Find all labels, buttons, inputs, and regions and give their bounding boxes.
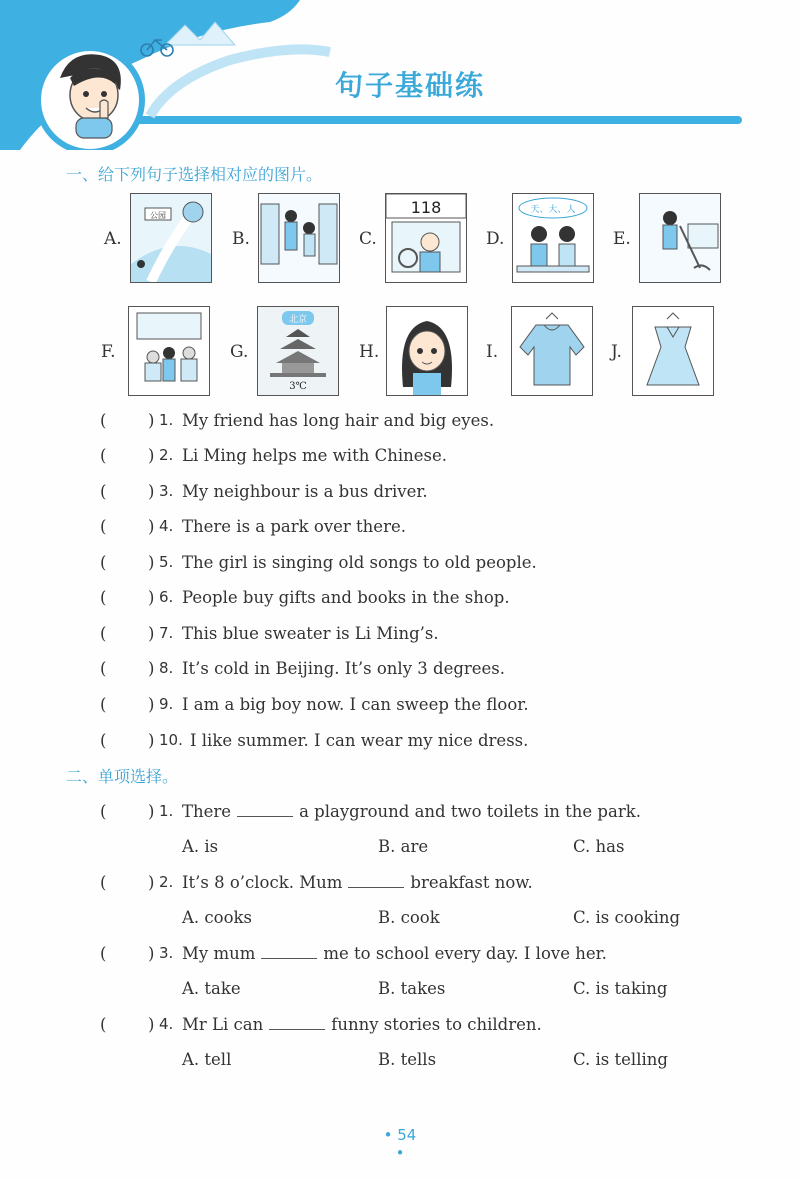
paren-left: ( (100, 588, 107, 607)
question-text (182, 944, 607, 963)
choice-1-option-a[interactable]: A. is (182, 837, 219, 856)
question-number: 1. (159, 802, 174, 820)
question-text: Li Ming helps me with Chinese. (182, 446, 447, 465)
picture-letter: G. (230, 342, 249, 362)
paren-right[interactable]: ) (148, 695, 155, 714)
choice-2-option-b[interactable]: B. cook (378, 908, 440, 927)
question-text (182, 873, 533, 892)
paren-right[interactable]: ) (148, 624, 155, 643)
city-label-text: 北京 (288, 315, 308, 325)
question-number: 4. (159, 517, 174, 535)
question-text: It’s cold in Beijing. It’s only 3 degrees. (182, 659, 506, 678)
paren-right[interactable]: ) (148, 517, 155, 536)
paren-right[interactable]: ) (148, 731, 155, 750)
paren-right[interactable]: ) (148, 588, 155, 607)
question-text-before: My mum (182, 944, 256, 963)
choice-4-option-a[interactable]: A. tell (182, 1050, 232, 1069)
question-text-after: funny stories to children. (331, 1015, 542, 1034)
question-text: I like summer. I can wear my nice dress. (190, 731, 529, 750)
page-number: • 54 • (383, 1126, 417, 1162)
picture-letter: C. (359, 229, 377, 249)
question-text-after: breakfast now. (410, 873, 533, 892)
choice-1-option-c[interactable]: C. has (573, 837, 625, 856)
long-hair-girl-picture (386, 306, 468, 396)
sweeping-boy-picture (639, 193, 721, 283)
question-text: People buy gifts and books in the shop. (182, 588, 510, 607)
paren-left: ( (100, 944, 107, 963)
paren-right[interactable]: ) (148, 1015, 155, 1034)
picture-letter: D. (486, 229, 505, 249)
paren-left: ( (100, 624, 107, 643)
paren-right[interactable]: ) (148, 659, 155, 678)
question-number: 2. (159, 873, 174, 891)
question-number: 3. (159, 944, 174, 962)
question-text-before: There (182, 802, 232, 821)
question-number: 6. (159, 588, 174, 606)
park-sign-text: 公园 (150, 211, 166, 220)
question-text (182, 1015, 542, 1034)
question-text: There is a park over there. (182, 517, 406, 536)
paren-right[interactable]: ) (148, 873, 155, 892)
answer-blank[interactable] (237, 802, 293, 817)
picture-letter: B. (232, 229, 250, 249)
bus-driver-picture (385, 193, 467, 283)
question-number: 7. (159, 624, 174, 642)
picture-letter: J. (611, 342, 622, 362)
paren-left: ( (100, 873, 107, 892)
question-number: 5. (159, 553, 174, 571)
paren-left: ( (100, 731, 107, 750)
picture-letter: E. (613, 229, 631, 249)
choice-4-option-b[interactable]: B. tells (378, 1050, 437, 1069)
paren-right[interactable]: ) (148, 553, 155, 572)
question-text: My neighbour is a bus driver. (182, 482, 428, 501)
question-text-after: a playground and two toilets in the park. (299, 802, 641, 821)
picture-row-1 (0, 193, 800, 285)
paren-left: ( (100, 446, 107, 465)
question-text: I am a big boy now. I can sweep the floor. (182, 695, 529, 714)
bubble-text: 天、大、人 (530, 205, 576, 215)
section-2-heading: 二、单项选择。 (66, 767, 179, 786)
section-1-heading: 一、给下列句子选择相对应的图片。 (66, 165, 323, 184)
question-text-before: It’s 8 o’clock. Mum (182, 873, 343, 892)
answer-blank[interactable] (261, 944, 317, 959)
paren-right[interactable]: ) (148, 802, 155, 821)
question-number: 3. (159, 482, 174, 500)
question-number: 8. (159, 659, 174, 677)
park-picture (130, 193, 212, 283)
choice-4-option-c[interactable]: C. is telling (573, 1050, 668, 1069)
answer-blank[interactable] (269, 1015, 325, 1030)
temple-of-heaven-picture (257, 306, 339, 396)
paren-left: ( (100, 553, 107, 572)
picture-letter: F. (101, 342, 116, 362)
paren-left: ( (100, 802, 107, 821)
question-text (182, 802, 641, 821)
question-text-after: me to school every day. I love her. (323, 944, 607, 963)
paren-right[interactable]: ) (148, 482, 155, 501)
study-picture (512, 193, 594, 283)
paren-left: ( (100, 1015, 107, 1034)
question-text: My friend has long hair and big eyes. (182, 411, 495, 430)
sweater-picture (511, 306, 593, 396)
choice-3-option-b[interactable]: B. takes (378, 979, 446, 998)
question-text: The girl is singing old songs to old people. (182, 553, 537, 572)
picture-letter: I. (486, 342, 499, 362)
picture-letter: H. (359, 342, 380, 362)
paren-left: ( (100, 482, 107, 501)
question-number: 1. (159, 411, 174, 429)
picture-letter: A. (104, 229, 122, 249)
choice-1-option-b[interactable]: B. are (378, 837, 429, 856)
choice-3-option-a[interactable]: A. take (182, 979, 241, 998)
answer-blank[interactable] (348, 873, 404, 888)
paren-right[interactable]: ) (148, 411, 155, 430)
temperature-text: 3℃ (289, 381, 307, 392)
question-text: This blue sweater is Li Ming’s. (182, 624, 439, 643)
question-number: 4. (159, 1015, 174, 1033)
bookshop-picture (258, 193, 340, 283)
paren-left: ( (100, 517, 107, 536)
page-title: 句子基础练 (334, 69, 485, 102)
paren-left: ( (100, 411, 107, 430)
paren-right[interactable]: ) (148, 944, 155, 963)
question-number: 10. (159, 731, 183, 749)
question-number: 9. (159, 695, 174, 713)
paren-left: ( (100, 695, 107, 714)
dress-picture (632, 306, 714, 396)
nursing-home-picture (128, 306, 210, 396)
choice-2-option-a[interactable]: A. cooks (182, 908, 252, 927)
picture-row-2 (0, 306, 800, 398)
paren-right[interactable]: ) (148, 446, 155, 465)
choice-3-option-c[interactable]: C. is taking (573, 979, 668, 998)
question-number: 2. (159, 446, 174, 464)
paren-left: ( (100, 659, 107, 678)
bus-number-text: 118 (410, 198, 442, 217)
question-text-before: Mr Li can (182, 1015, 264, 1034)
page-header (0, 0, 800, 150)
choice-2-option-c[interactable]: C. is cooking (573, 908, 681, 927)
